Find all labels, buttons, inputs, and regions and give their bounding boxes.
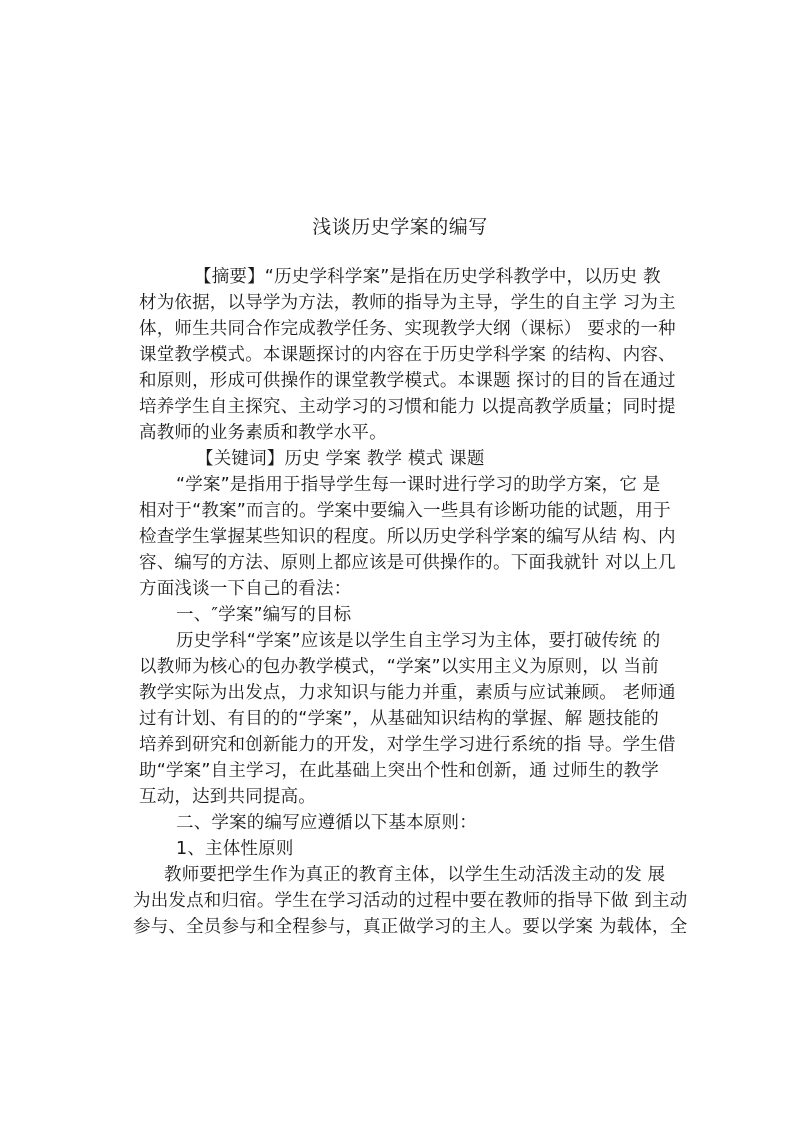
intro-line-4: 容、编写的方法、原则上都应该是可供操作的。下面我就针 对以上几 (139, 553, 676, 573)
abstract-line-1: 【摘要】“历史学科学案”是指在历史学科教学中，以历史 教 (194, 267, 661, 287)
section1-line-3: 教学实际为出发点，力求知识与能力并重，素质与应试兼顾。 老师通 (139, 683, 676, 703)
intro-line-1: “学案”是指用于指导学生每一课时进行学习的助学方案，它 是 (176, 475, 661, 495)
keywords-line: 【关键词】历史 学案 教学 模式 课题 (196, 449, 485, 469)
document-title: 浅谈历史学案的编写 (312, 216, 488, 238)
section1-line-1: 历史学科“学案”应该是以学生自主学习为主体，要打破传统 的 (176, 631, 661, 651)
intro-line-2: 相对于“教案”而言的。学案中要编入一些具有诊断功能的试题，用于 (139, 501, 671, 521)
abstract-line-5: 和原则，形成可供操作的课堂教学模式。本课题 探讨的目的旨在通过 (139, 371, 676, 391)
section1-line-4: 过有计划、有目的的“学案”，从基础知识结构的掌握、解 题技能的 (139, 709, 659, 729)
section-heading-2: 二、学案的编写应遵循以下基本原则： (176, 813, 477, 833)
principle-line-2: 为出发点和归宿。学生在学习活动的过程中要在教师的指导下做 到主动 (133, 891, 688, 911)
subsection-heading-1: 1、主体性原则 (176, 839, 294, 859)
abstract-line-7: 高教师的业务素质和教学水平。 (139, 423, 387, 443)
section1-line-5: 培养到研究和创新能力的开发，对学生学习进行系统的指 导。学生借 (139, 735, 676, 755)
abstract-line-3: 体，师生共同合作完成教学任务、实现教学大纲（课标） 要求的一种 (139, 319, 676, 339)
section1-line-7: 互动，达到共同提高。 (139, 787, 316, 807)
section1-line-6: 助“学案”自主学习，在此基础上突出个性和创新，通 过师生的教学 (139, 761, 659, 781)
abstract-line-4: 课堂教学模式。本课题探讨的内容在于历史学科学案 的结构、内容、 (139, 345, 676, 365)
section-heading-1: 一、″学案”编写的目标 (176, 605, 352, 625)
abstract-line-2: 材为依据，以导学为方法，教师的指导为主导，学生的自主学 习为主 (139, 293, 676, 313)
abstract-line-6: 培养学生自主探究、主动学习的习惯和能力 以提高教学质量；同时提 (139, 397, 676, 417)
principle-line-1: 教师要把学生作为真正的教育主体，以学生生动活泼主动的发 展 (164, 865, 666, 885)
intro-line-3: 检查学生掌握某些知识的程度。所以历史学科学案的编写从结 构、内 (139, 527, 676, 547)
intro-line-5: 方面浅谈一下自己的看法： (139, 579, 352, 599)
section1-line-2: 以教师为核心的包办教学模式，“学案”以实用主义为原则，以 当前 (139, 657, 659, 677)
principle-line-3: 参与、全员参与和全程参与，真正做学习的主人。要以学案 为载体，全 (133, 917, 688, 937)
